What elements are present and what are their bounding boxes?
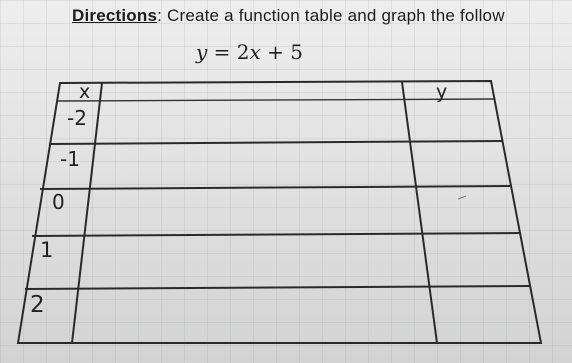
table-x-cell: -1 [60, 147, 80, 171]
directions-label: Directions [72, 6, 158, 25]
table-row-line [49, 141, 503, 144]
table-header-y: y [436, 81, 448, 103]
table-x-cell: 2 [30, 292, 45, 318]
table-x-cell: 0 [52, 190, 65, 214]
table-col-line-right [402, 82, 437, 343]
table-row-line [32, 233, 521, 236]
table-row-line [25, 286, 531, 289]
equation-plus: + [267, 40, 284, 64]
table-header-line [58, 99, 494, 101]
equation-coef: 2 [236, 40, 250, 64]
table-outer-border [18, 81, 541, 343]
table-row-line [40, 186, 512, 189]
table-header-x: x [79, 81, 91, 103]
pencil-mark [458, 196, 466, 199]
table-x-cell: -2 [67, 106, 87, 130]
equation-lhs: y [196, 40, 208, 64]
directions-text: : Create a function table and graph the follow [157, 6, 505, 25]
equation-equals: = [213, 40, 231, 64]
equation-const: 5 [290, 40, 304, 64]
table-x-cell: 1 [40, 238, 54, 262]
equation-var: x [249, 40, 261, 64]
